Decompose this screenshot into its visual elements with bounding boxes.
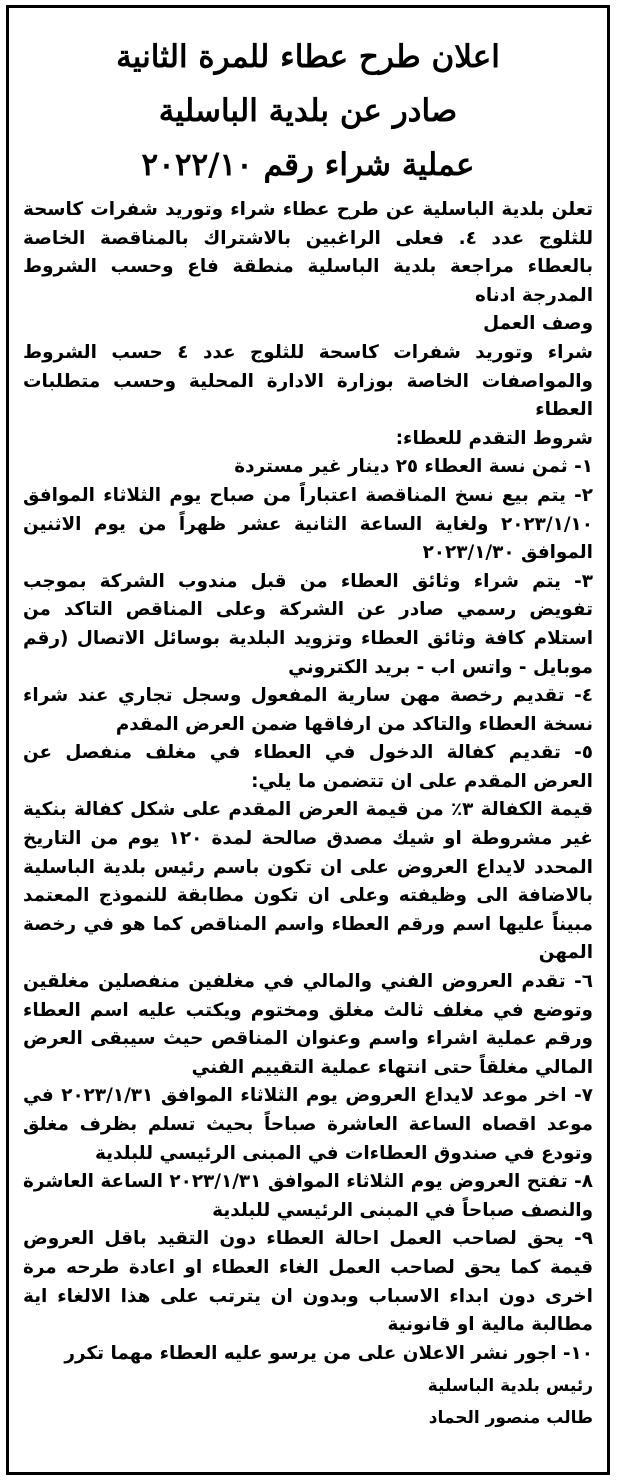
conditions-heading: شروط التقدم للعطاء: xyxy=(395,427,593,449)
condition-item: ٧- اخر موعد لايداع العروض يوم الثلاثاء الموافق ٢٠٢٣/١/٣١ في موعد اقصاه الساعة العاشرة صباحاً بحيث تسلم بظرف مغلق وتودع في صندوق العطاءات في المبنى الرئيسي للبلدية xyxy=(23,1085,593,1164)
announcement-frame xyxy=(6,5,610,1475)
condition-item: ٦- تقدم العروض الفني والمالي في مغلفين منفصلين مغلقين وتوضع في مغلف ثالث مغلق ومختوم ويكتب عليه اسم العطاء ورقم عملية اشراء واسم وعنوان المناقص حيث سيبقى العرض المالي مغلقاً حتى انتهاء عملية التقييم الفني xyxy=(23,971,593,1078)
condition-item: ٤- تقديم رخصة مهن سارية المفعول وسجل تجاري عند شراء نسخة العطاء والتاكد من ارفاقها ضمن العرض المقدم xyxy=(23,685,593,735)
work-description: شراء وتوريد شفرات كاسحة للثلوج عدد ٤ حسب الشروط والمواصفات الخاصة بوزارة الادارة المحلية وحسب متطلبات العطاء xyxy=(23,341,593,421)
announcement-body xyxy=(23,196,593,1368)
condition-item: ٨- تفتح العروض يوم الثلاثاء الموافق ٢٠٢٣/١/٣١ الساعة العاشرة والنصف صباحاً في المبنى الرئيسي للبلدية xyxy=(23,1171,593,1221)
condition-item: ١- ثمن نسة العطاء ٢٥ دينار غير مستردة xyxy=(234,456,593,478)
signature-name: طالب منصور الحماد xyxy=(428,1408,593,1429)
condition-item: قيمة الكفالة ٣٪ من قيمة العرض المقدم على شكل كفالة بنكية غير مشروطة او شيك مصدق صالحة لمدة ١٢٠ يوم من التاريخ المحدد لايداع العروض على ان تكون باسم رئيس بلدية الباسلية بالاضافة الى وظيفته وعلى ان تكون مطابقة للنموذج المعتمد مبيناً عليها اسم ورقم العطاء واسم المناقص كما هو في رخصة المهن xyxy=(23,799,593,964)
signature-block xyxy=(23,1370,593,1434)
title-line-2: صادر عن بلدية الباسلية xyxy=(158,93,458,129)
announcement-content xyxy=(9,8,607,1434)
intro-paragraph: تعلن بلدية الباسلية عن طرح عطاء شراء وتوريد شفرات كاسحة للثلوج عدد ٤. فعلى الراغبين بالاشتراك بالمناقصة الخاصة بالعطاء مراجعة بلدية الباسلية منطقة فاع وحسب الشروط المدرجة ادناه xyxy=(23,199,593,306)
work-heading: وصف العمل xyxy=(483,313,593,335)
condition-item: ٥- تقديم كفالة الدخول في العطاء في مغلف منفصل عن العرض المقدم على ان تتضمن ما يلي: xyxy=(23,742,593,792)
condition-item: ٢- يتم بيع نسخ المناقصة اعتباراً من صباح يوم الثلاثاء الموافق ٢٠٢٣/١/١٠ ولغاية الساعة الثانية عشر ظهراً من يوم الاثنين الموافق ٢٠٢٣/١/٣٠ xyxy=(23,484,593,564)
title-line-1: اعلان طرح عطاء للمرة الثانية xyxy=(116,39,500,75)
signature-title: رئيس بلدية الباسلية xyxy=(427,1376,593,1397)
condition-item: ٣- يتم شراء وثائق العطاء من قبل مندوب الشركة بموجب تفويض رسمي صادر عن الشركة وعلى المناقص التاكد من استلام كافة وثائق العطاء وتزويد البلدية بوسائل الاتصال (رقم موبايل - واتس اب - بريد الكتروني xyxy=(23,570,593,678)
condition-item: ١٠- اجور نشر الاعلان على من يرسو عليه العطاء مهما تكرر xyxy=(64,1342,593,1364)
title-line-3: عملية شراء رقم ٢٠٢٢/١٠ xyxy=(141,147,475,183)
condition-item: ٩- يحق لصاحب العمل احالة العطاء دون التقيد باقل العروض قيمة كما يحق لصاحب العمل الغاء العطاء او اعادة طرحه مرة اخرى دون ابداء الاسباب وبدون ان يترتب على هذا الالغاء اية مطالبة مالية او قانونية xyxy=(23,1228,593,1336)
